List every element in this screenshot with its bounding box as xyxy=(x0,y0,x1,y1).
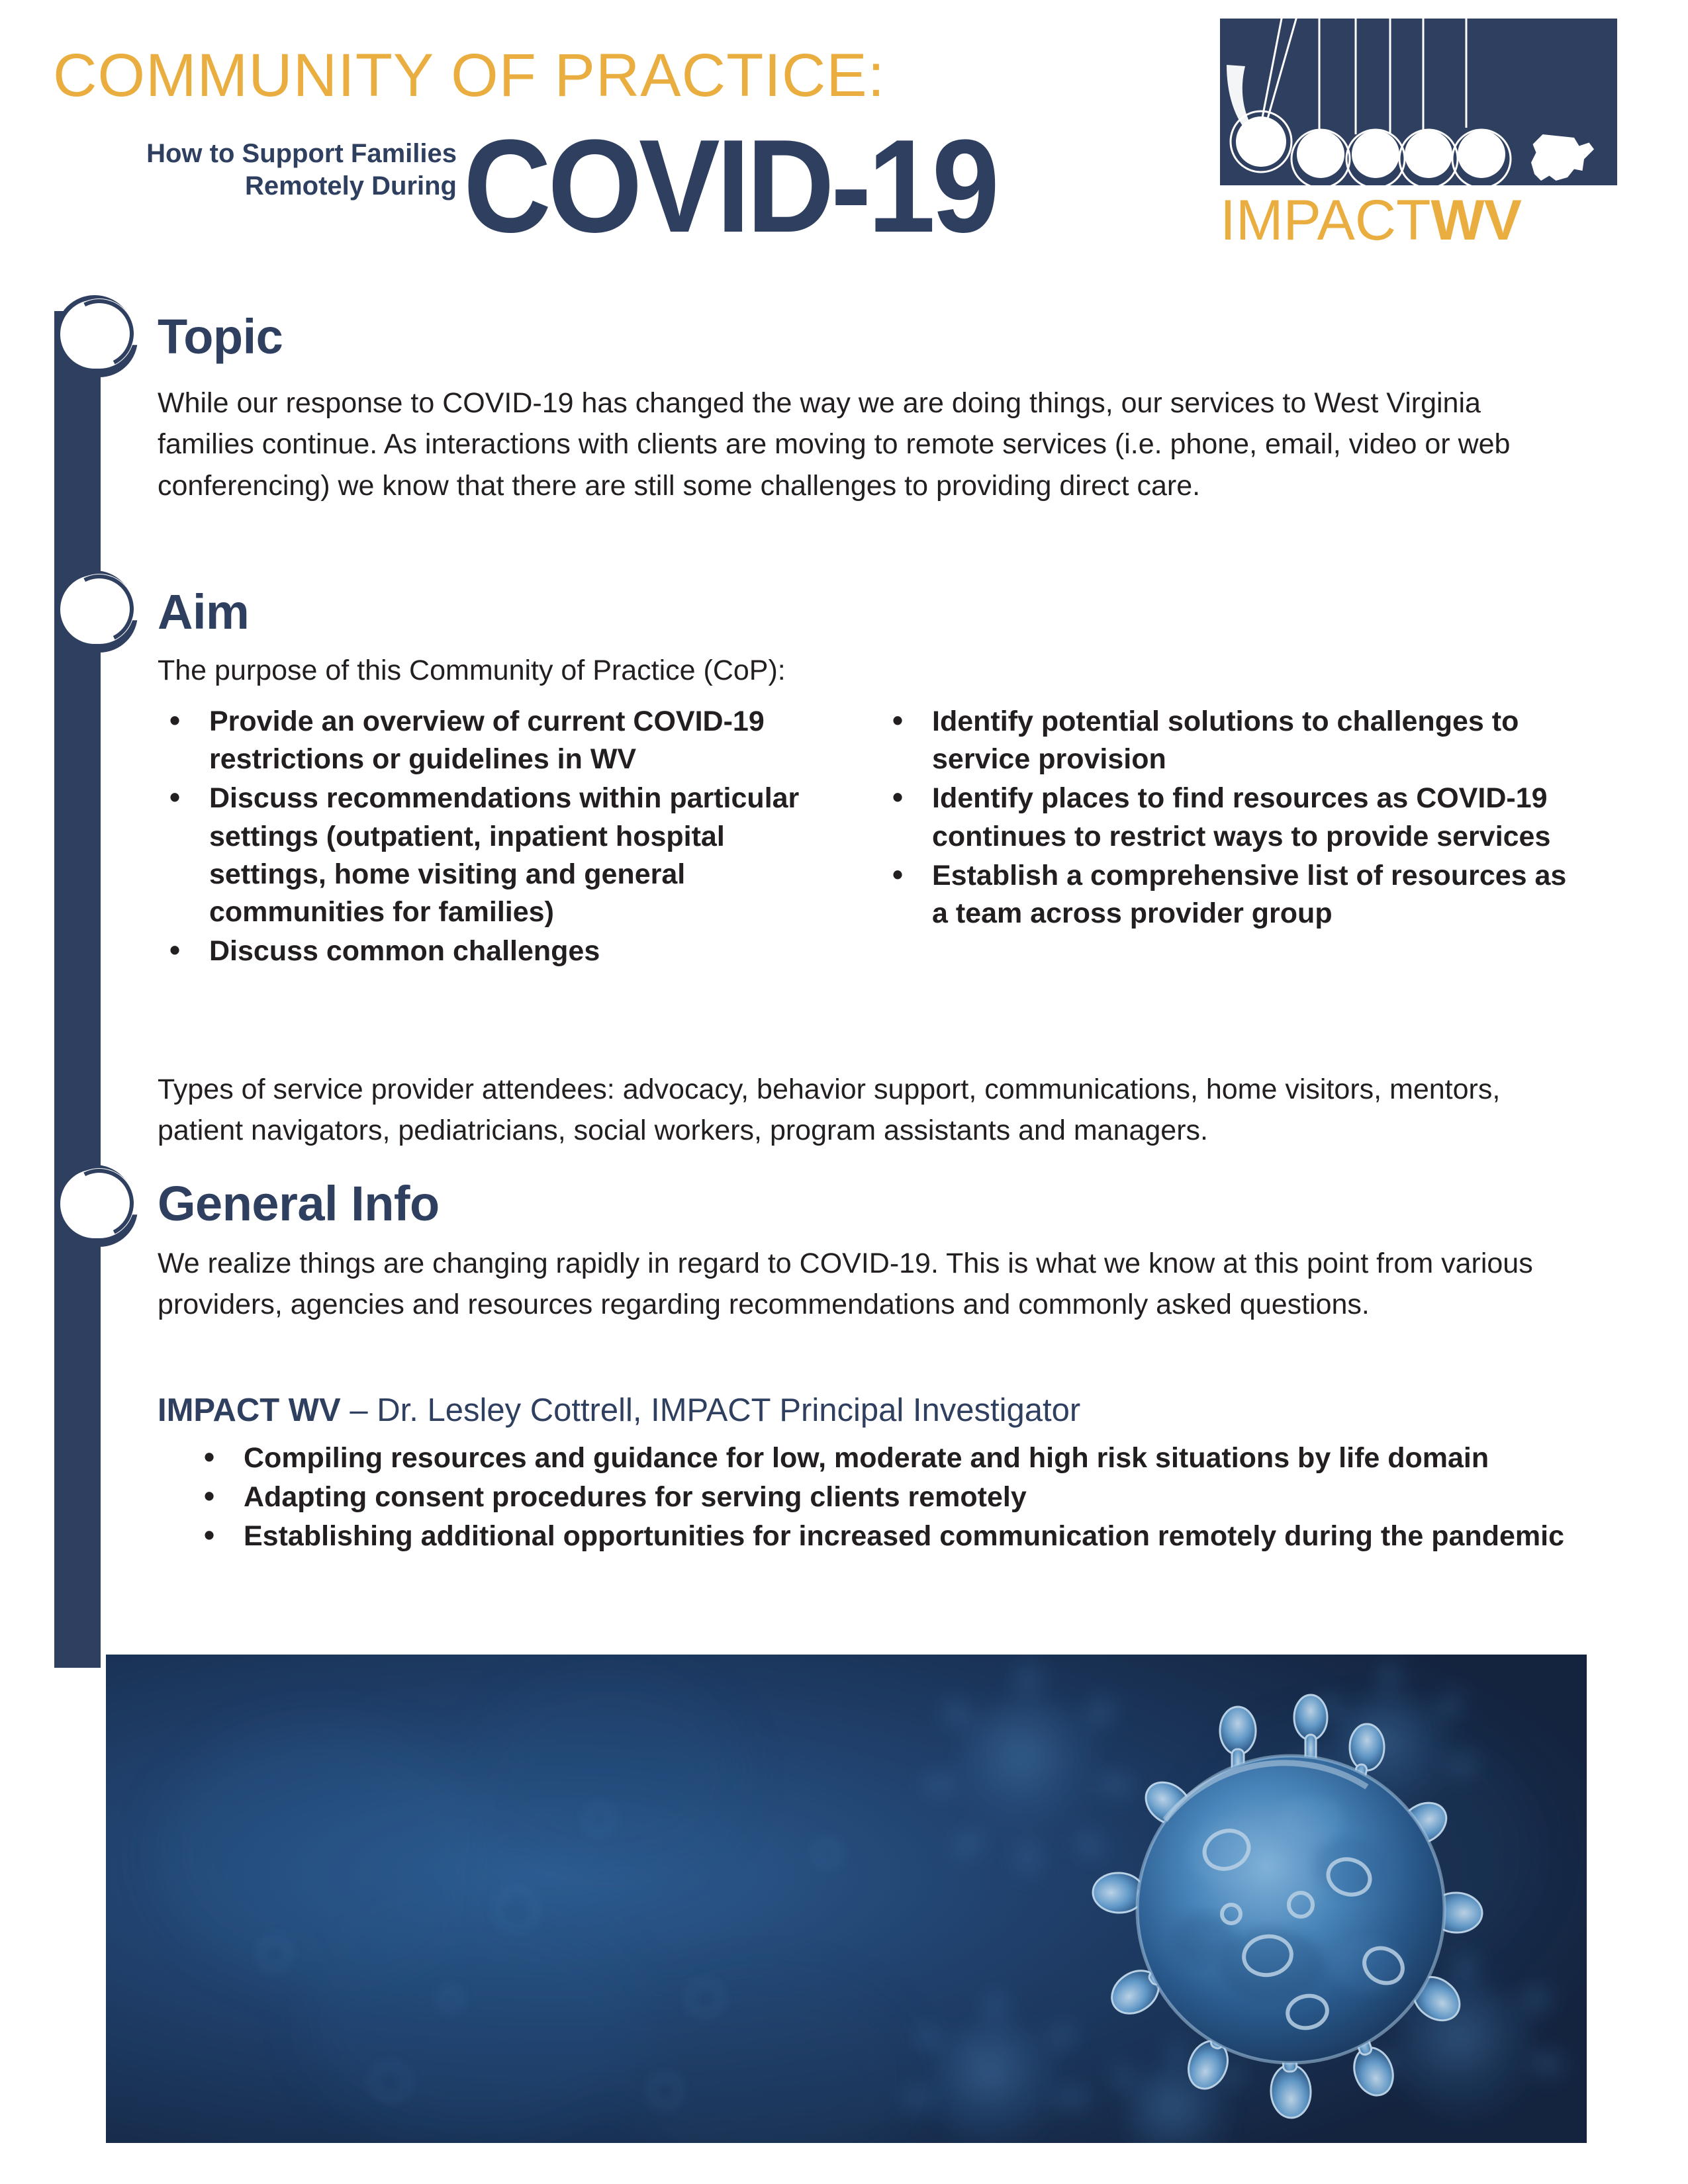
impact-wv-wordmark xyxy=(1220,184,1617,257)
page-header xyxy=(0,0,1688,265)
list-item: • Provide an overview of current COVID-19 restrictions or guidelines in WV xyxy=(158,703,839,778)
impact-wv-logo xyxy=(1220,19,1617,257)
aim-bullet-list-right xyxy=(880,703,1585,933)
aim-bullet-list-left xyxy=(158,703,839,970)
list-item: • Identify places to find resources as COVID-19 continues to restrict ways to provide services xyxy=(880,780,1585,855)
section-marker-general-info-icon xyxy=(56,1165,143,1252)
impact-wv-investigator: – Dr. Lesley Cottrell, IMPACT Principal Investigator xyxy=(340,1392,1081,1428)
list-item: • Discuss common challenges xyxy=(158,933,839,970)
general-info-paragraph: We realize things are changing rapidly in regard to COVID-19. This is what we know at this point from various providers, agencies and resources regarding recommendations and commonly asked questions. xyxy=(158,1248,1533,1321)
impact-wv-attribution xyxy=(158,1393,1080,1429)
list-item: • Establishing additional opportunities for increased communication remotely during the pandemic xyxy=(192,1518,1589,1555)
header-subtitle-line1: How to Support Families xyxy=(146,139,457,168)
logo-impact-text: IMPACT xyxy=(1220,189,1431,252)
section-title-general-info: General Info xyxy=(158,1176,440,1231)
section-title-topic: Topic xyxy=(158,309,283,364)
newtons-cradle-svg xyxy=(1220,19,1617,185)
aim-bullets-left-column xyxy=(158,703,839,972)
vertical-accent-bar xyxy=(54,311,101,1668)
covid-19-wordmark: COVID-19 xyxy=(463,113,996,260)
aim-lead-text: The purpose of this Community of Practice (CoP): xyxy=(158,655,786,686)
header-subtitle xyxy=(46,138,457,203)
aim-bullets-right-column xyxy=(880,703,1585,934)
general-info-bullet-list xyxy=(192,1439,1589,1556)
section-title-aim: Aim xyxy=(158,584,250,639)
topic-paragraph: While our response to COVID-19 has changed the way we are doing things, our services to West Virginia families continue. As interactions with clients are moving to remote services (i.e. phone, email, video or web conferencing) we know that there are still some challenges to providing direct care. xyxy=(158,387,1511,502)
logo-wv-text: WV xyxy=(1430,189,1522,252)
list-item: • Identify potential solutions to challenges to service provision xyxy=(880,703,1585,778)
general-info-bullets xyxy=(192,1439,1589,1557)
list-item: • Adapting consent procedures for serving clients remotely xyxy=(192,1479,1589,1516)
coronavirus-image xyxy=(106,1655,1587,2143)
section-marker-topic-icon xyxy=(56,295,143,383)
list-item: • Establish a comprehensive list of resources as a team across provider group xyxy=(880,857,1585,933)
coronavirus-illustration xyxy=(106,1655,1587,2143)
header-title-block xyxy=(46,20,1211,260)
header-subtitle-line2: Remotely During xyxy=(244,171,457,201)
newtons-cradle-icon xyxy=(1220,19,1617,185)
section-marker-aim-icon xyxy=(56,570,143,658)
list-item: • Compiling resources and guidance for low, moderate and high risk situations by life domain xyxy=(192,1439,1589,1477)
aim-attendees-paragraph: Types of service provider attendees: advocacy, behavior support, communications, home visitors, mentors, patient navigators, pediatricians, social workers, program assistants and managers. xyxy=(158,1073,1501,1147)
community-of-practice-title: COMMUNITY OF PRACTICE: xyxy=(53,42,886,109)
impact-wv-label: IMPACT WV xyxy=(158,1392,341,1428)
list-item: • Discuss recommendations within particular settings (outpatient, inpatient hospital settings, home visiting and general communities for families) xyxy=(158,780,839,931)
